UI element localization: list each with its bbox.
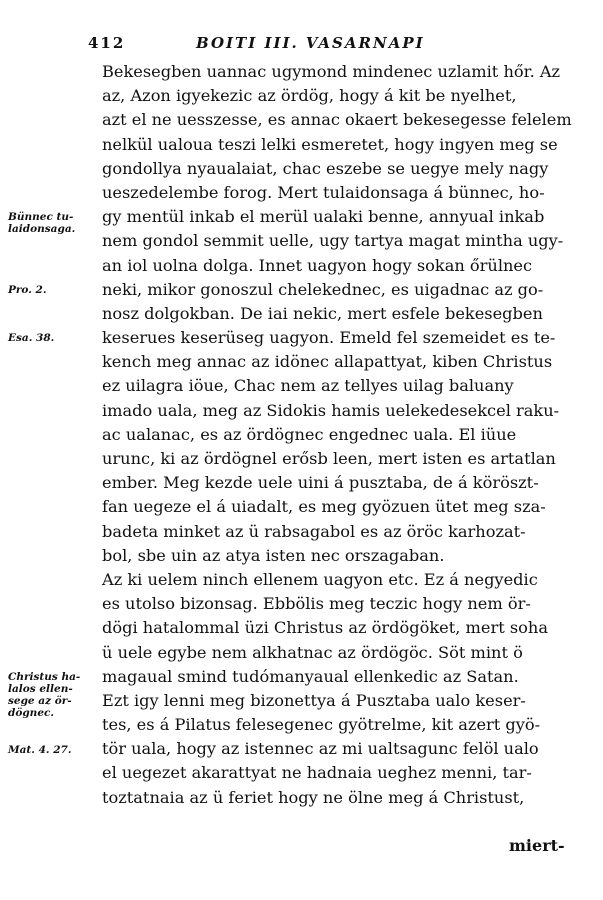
page-number: 412 [88,34,126,52]
text-line: ez uilagra iöue, Chac nem az tellyes uilag baluany [102,376,514,396]
margin-note: Mat. 4. 27. [8,743,72,756]
text-line: an iol uolna dolga. Innet uagyon hogy sokan őrülnec [102,255,533,275]
text-line: el uegezet akarattyat ne hadnaia ueghez menni, tar- [102,763,532,783]
text-line: urunc, ki az ördögnel erősb leen, mert isten es artatlan [102,449,556,468]
text-line: neki, mikor gonoszul chelekednec, es uigadnac az go- [102,279,544,299]
text-line: nelkül ualoua teszi lelki esmeretet, hogy ingyen meg se [102,134,558,154]
catchword: miert- [509,836,565,855]
text-line: imado uala, meg az Sidokis hamis uelekedesekcel raku- [102,400,560,420]
text-line: ac ualanac, es az ördögnec engednec uala. El iüue [102,424,517,444]
text-line: gondollya nyaualaiat, chac eszebe se uegye mely nagy [102,158,549,178]
text-line: keserues keserüseg uagyon. Emeld fel szemeidet es te- [102,328,556,348]
text-line: ember. Meg kezde uele uini á pusztaba, de á köröszt- [102,473,539,493]
body-text [102,60,572,810]
margin-note: Christus ha- lalos ellen- sege az ör- dögnec. [8,671,81,719]
text-line: gy mentül inkab el merül ualaki benne, annyual inkab [102,207,545,227]
page-header [88,34,558,58]
margin-note: Bünnec tu- laidonsaga. [8,211,76,236]
text-line: magaual smind tudómanyaual ellenkedic az Satan. [102,666,519,686]
text-line: azt el ne uesszesse, es annac okaert bekesegesse felelem [102,110,572,130]
text-line: ueszedelembe forog. Mert tulaidonsaga á bünnec, ho- [102,182,545,202]
text-line: Ezt igy lenni meg bizonettya á Pusztaba ualo keser- [102,690,526,710]
text-line: toztatnaia az ü feriet hogy ne ölne meg á Christust, [102,787,525,807]
text-line: es utolso bizonsag. Ebbölis meg teczic hogy nem ör- [102,594,531,614]
text-line: bol, sbe uin az atya isten nec orszagaban. [102,545,445,565]
text-line: Bekesegben uannac ugymond mindenec uzlamit hőr. Az [102,62,561,81]
text-line: ü uele egybe nem alkhatnac az ördögöc. Söt mint ö [102,642,523,662]
text-line: Az ki uelem ninch ellenem uagyon etc. Ez á negyedic [102,569,538,589]
text-line: nem gondol semmit uelle, ugy tartya magat mintha ugy- [102,231,564,251]
text-line: badeta minket az ü rabsagabol es az öröc karhozat- [102,521,526,541]
text-line: nosz dolgokban. De iai nekic, mert esfele bekesegben [102,303,543,323]
text-line: kench meg annac az idönec allapattyat, kiben Christus [102,352,553,372]
text-line: tes, es á Pilatus felesegenec gyötrelme, kit azert gyö- [102,715,541,735]
text-line: dögi hatalommal üzi Christus az ördögöket, mert soha [102,618,548,638]
running-head: BOITI III. VASARNAPI [196,34,425,52]
text-line: tör uala, hogy az istennec az mi ualtsagunc felöl ualo [102,739,539,759]
text-line: az, Azon igyekezic az ördög, hogy á kit be nyelhet, [102,86,517,106]
text-line: fan uegeze el á uiadalt, es meg gyözuen ütet meg sza- [102,497,546,517]
margin-note: Pro. 2. [8,283,47,296]
margin-note: Esa. 38. [8,332,55,345]
